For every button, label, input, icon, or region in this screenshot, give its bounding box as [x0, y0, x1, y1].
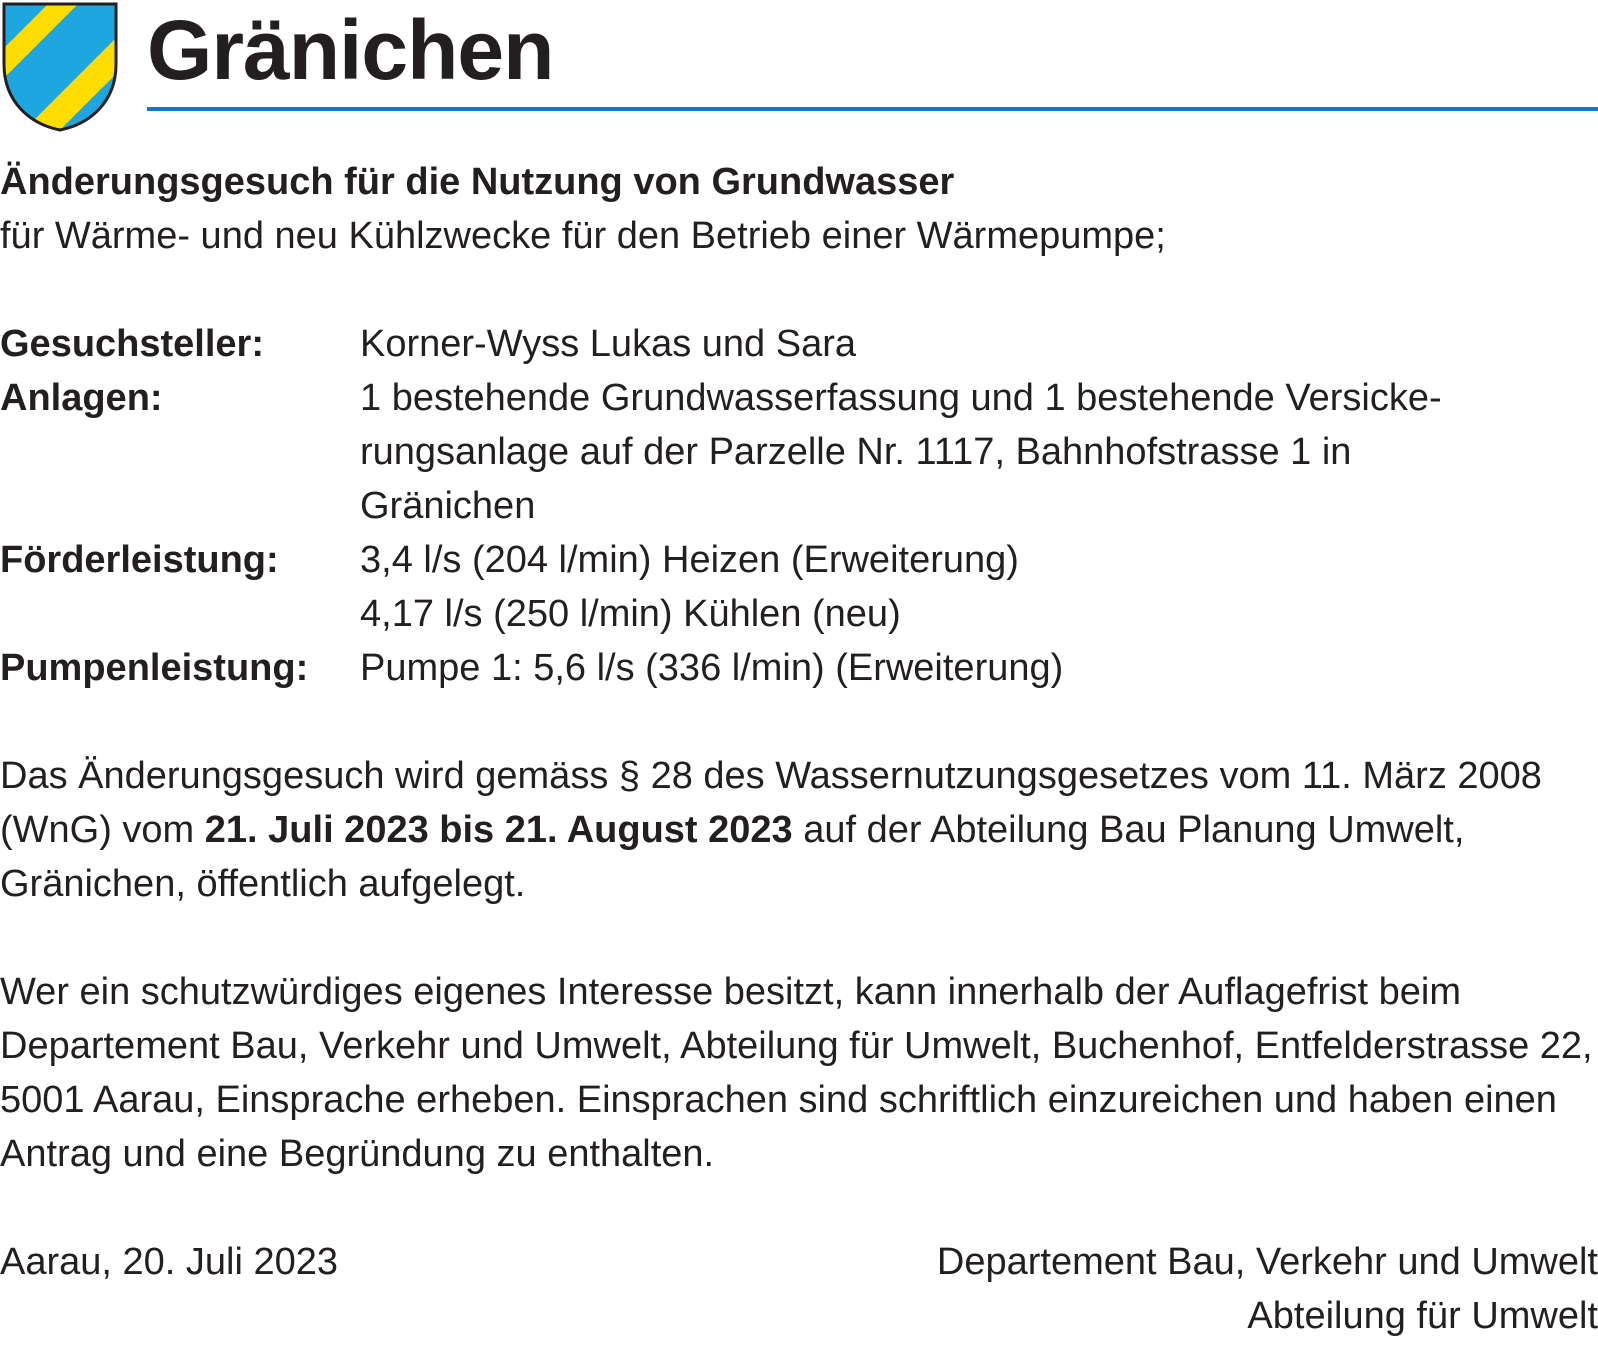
header: [0, 0, 1598, 135]
display-period-dates: 21. Juli 2023 bis 21. August 2023: [204, 809, 793, 851]
detail-label: Anlagen:: [0, 377, 163, 419]
coat-of-arms-icon: [2, 2, 118, 132]
signature-block: [937, 1235, 1598, 1343]
detail-value: Pumpe 1: 5,6 l/s (336 l/min) (Erweiterung): [360, 647, 1064, 689]
detail-label: Förderleistung:: [0, 539, 279, 581]
town-name: Gränichen: [147, 3, 554, 97]
detail-label: Gesuchsteller:: [0, 323, 264, 365]
place-date: Aarau, 20. Juli 2023: [0, 1241, 339, 1283]
department-name: Departement Bau, Verkehr und Umwelt: [936, 1241, 1598, 1283]
footer: [0, 1235, 1598, 1343]
details-table: [0, 317, 1598, 695]
division-name: Abteilung für Umwelt: [1247, 1295, 1598, 1337]
header-divider: [147, 107, 1598, 111]
display-period-paragraph: [0, 749, 1598, 911]
paragraph-text: Das Änderungsgesuch wird gemäss § 28 des Wassernutzungsgesetzes vom 11. März 2008 (WnG) vom: [0, 755, 1542, 851]
paragraph-text: auf der Abteilung Bau Planung Umwelt, Gränichen, öffentlich aufgelegt.: [0, 809, 1465, 905]
detail-value: 1 bestehende Grundwasserfassung und 1 bestehende Versicke- rungsanlage auf der Parzelle Nr. 1117, Bahnhofstrasse 1 in Gränichen: [360, 377, 1442, 527]
detail-row-applicant: [0, 317, 1598, 371]
objection-paragraph: Wer ein schutzwürdiges eigenes Interesse besitzt, kann innerhalb der Auflagefrist beim Departement Bau, Verkehr und Umwelt, Abteilung für Umwelt, Buchenhof, Entfelderstrasse 22, 5001 Aarau, Einsprache erheben. Einsprachen sind schriftlich einzureichen und haben einen Antrag und eine Begründung zu enthalten.: [0, 971, 1593, 1175]
detail-value: Korner-Wyss Lukas und Sara: [360, 323, 856, 365]
detail-value: 3,4 l/s (204 l/min) Heizen (Erweiterung) 4,17 l/s (250 l/min) Kühlen (neu): [360, 539, 1019, 635]
detail-row-pump-rate: [0, 641, 1598, 695]
detail-row-delivery-rate: [0, 533, 1598, 641]
detail-row-facilities: [0, 371, 1598, 533]
detail-label: Pumpenleistung:: [0, 647, 309, 689]
notice-title: Änderungsgesuch für die Nutzung von Grundwasser: [0, 161, 955, 203]
notice-subtitle: für Wärme- und neu Kühlzwecke für den Betrieb einer Wärmepumpe;: [0, 215, 1166, 257]
notice-body: [0, 155, 1598, 1343]
